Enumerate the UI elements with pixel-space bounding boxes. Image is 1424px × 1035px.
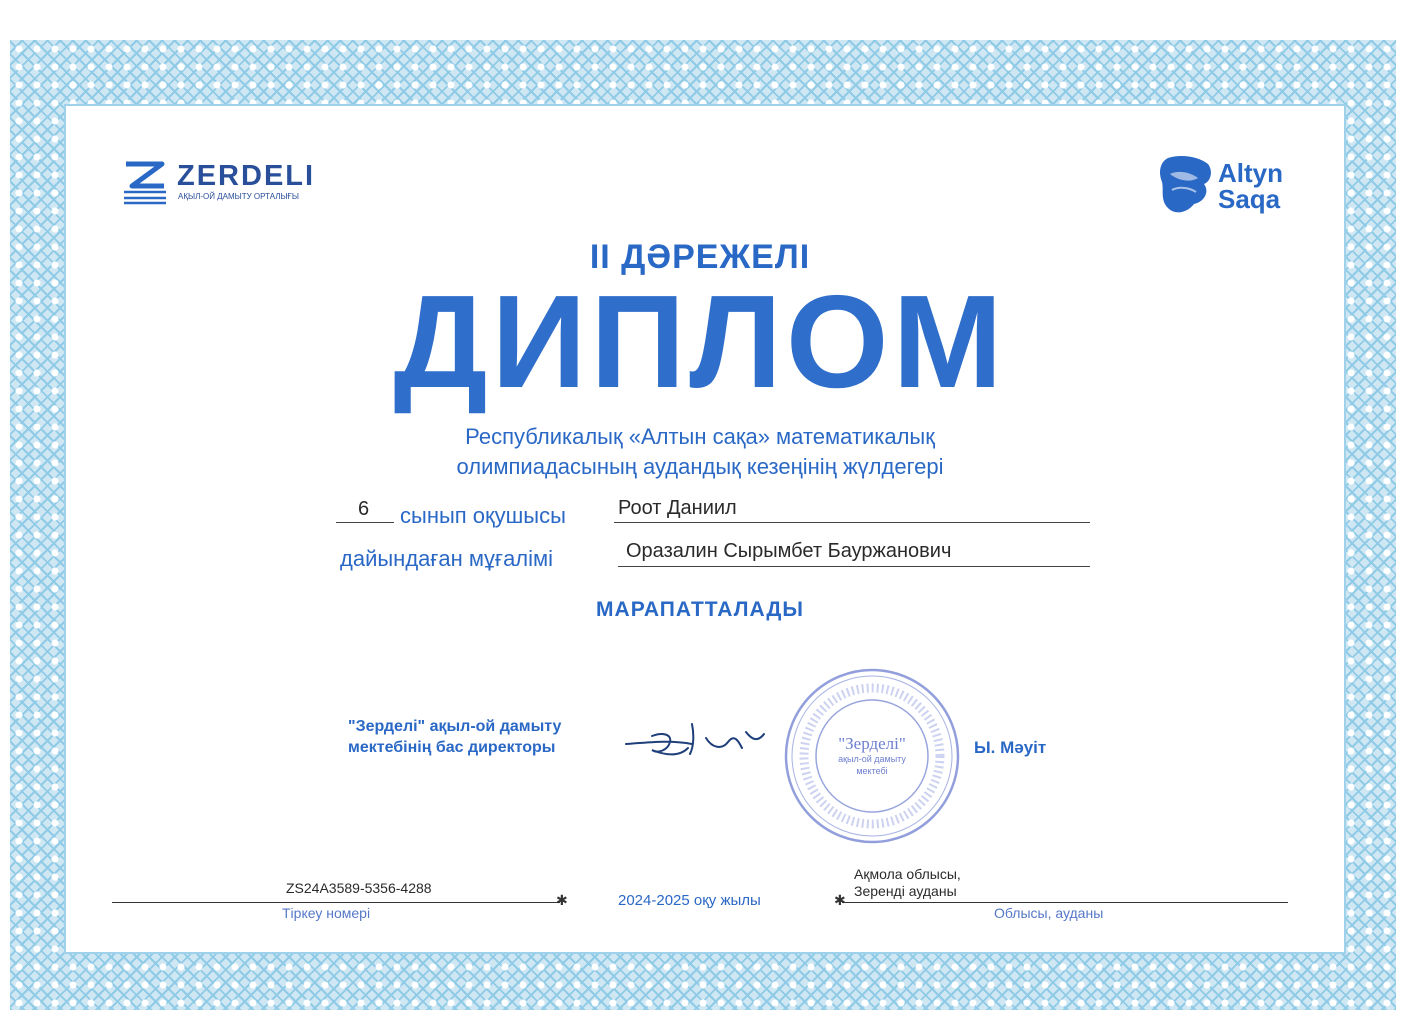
director-name: Ы. Мәуіт (974, 738, 1047, 757)
awarded-text: МАРАПАТТАЛАДЫ (596, 598, 804, 621)
content-area (64, 104, 1346, 954)
zerdeli-logo-tagline: АҚЫЛ-ОЙ ДАМЫТУ ОРТАЛЫҒЫ (178, 192, 299, 201)
description-line1: Республикалық «Алтын сақа» математикалық (465, 424, 935, 449)
grade-label: сынып оқушысы (400, 503, 566, 528)
teacher-underline (618, 566, 1090, 567)
stamp-center-line2: ақыл-ой дамыту (838, 754, 906, 764)
registration-number: ZS24A3589-5356-4288 (286, 880, 432, 896)
altyn-saqa-line2: Saqa (1218, 184, 1281, 214)
region-line (842, 902, 1288, 903)
teacher-label: дайындаған мұғалімі (340, 546, 554, 571)
director-role-line2: мектебінің бас директоры (348, 739, 556, 756)
registration-line (112, 902, 560, 903)
director-role-line1: "Зерделі" ақыл-ой дамыту (348, 718, 562, 735)
stamp-center-line3: мектебі (856, 766, 888, 776)
student-underline (614, 522, 1090, 523)
altyn-saqa-mark-icon (1158, 154, 1214, 216)
student-name: Роот Даниил (618, 497, 737, 519)
region-line2: Зеренді ауданы (854, 883, 957, 899)
registration-label: Тіркеу номері (282, 905, 371, 921)
altyn-saqa-line1: Altyn (1218, 158, 1283, 188)
zerdeli-logo-name: ZERDELI (177, 160, 316, 192)
region-line1: Ақмола облысы, (854, 866, 961, 882)
degree-title: II ДӘРЕЖЕЛІ (589, 238, 811, 276)
description-line2: олимпиадасының аудандық кезеңінің жүлдегері (456, 454, 944, 479)
zerdeli-logo (122, 160, 322, 210)
book-stack-icon (122, 160, 168, 206)
director-signature (622, 714, 782, 774)
grade-value: 6 (358, 498, 370, 520)
diploma-title: ДИПЛОМ (393, 268, 1007, 415)
registration-line-end: ✱ (556, 893, 568, 909)
stamp-center-line1: "Зерделі" (838, 734, 906, 753)
teacher-name: Оразалин Сырымбет Бауржанович (626, 540, 952, 562)
academic-year: 2024-2025 оқу жылы (618, 892, 761, 909)
altyn-saqa-logo (1158, 154, 1298, 220)
region-label: Облысы, ауданы (994, 905, 1104, 921)
region-line-start: ✱ (834, 893, 846, 909)
grade-underline (336, 522, 394, 523)
